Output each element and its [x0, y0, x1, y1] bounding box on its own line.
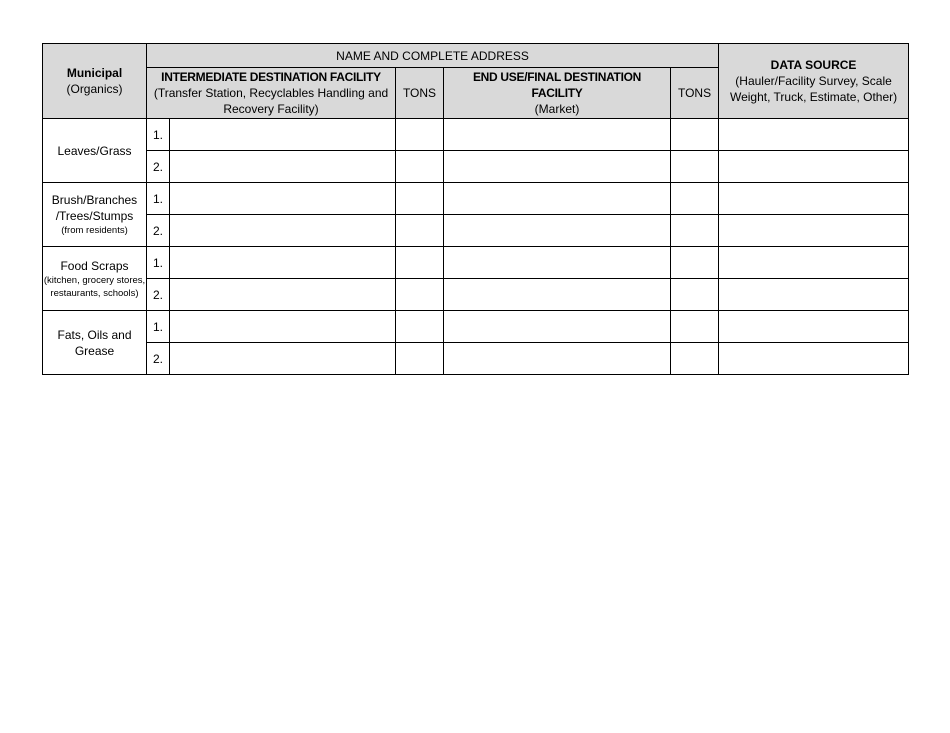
intermediate-tons-cell[interactable]	[396, 183, 444, 215]
end-use-tons-cell[interactable]	[671, 215, 719, 247]
row-number: 1.	[147, 247, 170, 279]
row-number: 1.	[147, 183, 170, 215]
table-row	[43, 343, 909, 375]
table-row	[43, 247, 909, 279]
end-use-facility-subtitle: (Market)	[534, 102, 580, 116]
row-number: 1.	[147, 311, 170, 343]
intermediate-tons-cell[interactable]	[396, 215, 444, 247]
data-source-cell[interactable]	[719, 183, 909, 215]
intermediate-tons-cell[interactable]	[396, 311, 444, 343]
intermediate-tons-cell[interactable]	[396, 151, 444, 183]
tons-header-2: TONS	[671, 68, 719, 119]
intermediate-facility-cell[interactable]	[170, 151, 396, 183]
end-use-facility-title: END USE/FINAL DESTINATION FACILITY	[472, 70, 642, 100]
category-leaves-grass	[43, 119, 147, 183]
end-use-facility-header	[444, 68, 671, 119]
intermediate-facility-cell[interactable]	[170, 311, 396, 343]
tons-header-1: TONS	[396, 68, 444, 119]
category-food-scraps	[43, 247, 147, 311]
table-row	[43, 151, 909, 183]
intermediate-facility-cell[interactable]	[170, 215, 396, 247]
end-use-tons-cell[interactable]	[671, 119, 719, 151]
data-source-title: DATA SOURCE	[770, 58, 857, 72]
end-use-facility-cell[interactable]	[444, 311, 671, 343]
category-brush-branches	[43, 183, 147, 247]
end-use-tons-cell[interactable]	[671, 151, 719, 183]
category-label: Fats, Oils and Grease	[57, 327, 132, 358]
data-source-cell[interactable]	[719, 311, 909, 343]
data-source-subtitle: (Hauler/Facility Survey, Scale Weight, Truck, Estimate, Other)	[729, 74, 898, 104]
category-label: Food Scraps	[60, 258, 129, 273]
data-source-cell[interactable]	[719, 343, 909, 375]
end-use-facility-cell[interactable]	[444, 279, 671, 311]
intermediate-facility-subtitle: (Transfer Station, Recyclables Handling and Recovery Facility)	[153, 86, 389, 116]
intermediate-tons-cell[interactable]	[396, 119, 444, 151]
row-number: 1.	[147, 119, 170, 151]
intermediate-tons-cell[interactable]	[396, 279, 444, 311]
intermediate-facility-cell[interactable]	[170, 343, 396, 375]
end-use-facility-cell[interactable]	[444, 119, 671, 151]
category-note: (kitchen, grocery stores, restaurants, schools)	[43, 274, 146, 299]
data-source-cell[interactable]	[719, 151, 909, 183]
end-use-facility-cell[interactable]	[444, 151, 671, 183]
end-use-tons-cell[interactable]	[671, 343, 719, 375]
table-row	[43, 119, 909, 151]
row-number: 2.	[147, 343, 170, 375]
data-source-cell[interactable]	[719, 119, 909, 151]
intermediate-facility-cell[interactable]	[170, 247, 396, 279]
data-source-cell[interactable]	[719, 215, 909, 247]
data-source-cell[interactable]	[719, 247, 909, 279]
end-use-facility-cell[interactable]	[444, 343, 671, 375]
intermediate-tons-cell[interactable]	[396, 247, 444, 279]
intermediate-facility-title: INTERMEDIATE DESTINATION FACILITY	[161, 70, 381, 84]
data-source-cell[interactable]	[719, 279, 909, 311]
name-address-header: NAME AND COMPLETE ADDRESS	[147, 44, 719, 68]
intermediate-tons-cell[interactable]	[396, 343, 444, 375]
end-use-facility-cell[interactable]	[444, 183, 671, 215]
end-use-tons-cell[interactable]	[671, 279, 719, 311]
end-use-facility-cell[interactable]	[444, 215, 671, 247]
table-row	[43, 215, 909, 247]
category-fats-oils-grease	[43, 311, 147, 375]
end-use-tons-cell[interactable]	[671, 311, 719, 343]
municipal-subtitle: (Organics)	[66, 82, 123, 96]
row-number: 2.	[147, 151, 170, 183]
end-use-tons-cell[interactable]	[671, 247, 719, 279]
intermediate-facility-cell[interactable]	[170, 119, 396, 151]
category-label: Leaves/Grass	[57, 143, 132, 158]
end-use-tons-cell[interactable]	[671, 183, 719, 215]
municipal-title: Municipal	[66, 66, 123, 80]
intermediate-facility-header	[147, 68, 396, 119]
row-number: 2.	[147, 279, 170, 311]
row-number: 2.	[147, 215, 170, 247]
category-note: (from residents)	[61, 225, 128, 236]
table-row	[43, 311, 909, 343]
intermediate-facility-cell[interactable]	[170, 183, 396, 215]
organics-destination-table	[42, 43, 909, 375]
municipal-header	[43, 44, 147, 119]
end-use-facility-cell[interactable]	[444, 247, 671, 279]
category-label: Brush/Branches /Trees/Stumps	[51, 193, 138, 223]
table-row	[43, 183, 909, 215]
data-source-header	[719, 44, 909, 119]
intermediate-facility-cell[interactable]	[170, 279, 396, 311]
table-row	[43, 279, 909, 311]
